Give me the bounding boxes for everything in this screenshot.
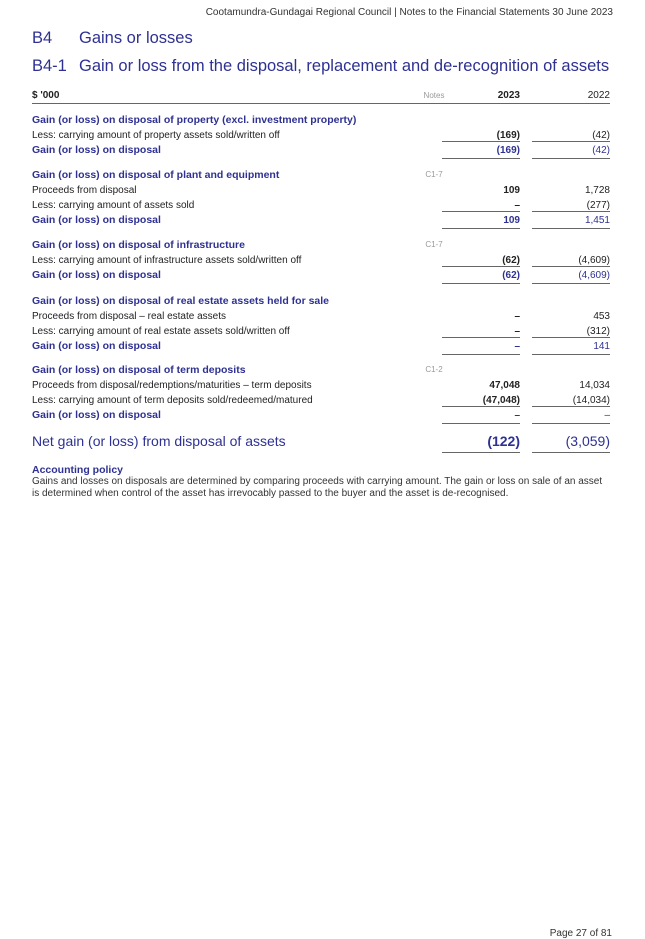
accounting-policy-title: Accounting policy <box>32 464 124 476</box>
value-2023: – <box>514 326 520 337</box>
subtotal-label: Gain (or loss) on disposal <box>32 269 161 281</box>
subtotal-row <box>32 408 610 423</box>
subtotal-label: Gain (or loss) on disposal <box>32 214 161 226</box>
subtotal-2023: (169) <box>496 145 520 156</box>
value-2023: – <box>514 311 520 322</box>
subsection-heading <box>32 57 609 76</box>
subtotal-2023: – <box>514 410 520 421</box>
group-infrastructure <box>32 238 610 283</box>
note-ref: C1-7 <box>425 170 443 179</box>
subtotal-2022: 1,451 <box>584 215 610 226</box>
group-real-estate <box>32 294 610 354</box>
net-total-2022: (3,059) <box>565 433 610 449</box>
net-total-2023: (122) <box>487 433 520 449</box>
subtotal-2023: (62) <box>502 270 520 281</box>
subtotal-label: Gain (or loss) on disposal <box>32 144 161 156</box>
units-label: $ '000 <box>32 90 60 101</box>
group-title: Gain (or loss) on disposal of infrastructure <box>32 239 245 251</box>
table-row <box>32 393 610 408</box>
page-header: Cootamundra-Gundagai Regional Council | Notes to the Financial Statements 30 June 2023 <box>205 7 613 18</box>
subtotal-row <box>32 339 610 354</box>
value-2022: (42) <box>592 130 610 141</box>
row-label: Less: carrying amount of infrastructure assets sold/written off <box>32 255 302 266</box>
table-row <box>32 198 610 213</box>
value-2022: (312) <box>586 326 610 337</box>
group-title-row <box>32 113 610 128</box>
column-header-row <box>32 89 610 104</box>
value-2023: (169) <box>496 130 520 141</box>
notes-column-header: Notes <box>423 91 445 100</box>
subsection-number: B4-1 <box>32 57 67 75</box>
group-title: Gain (or loss) on disposal of plant and equipment <box>32 169 280 181</box>
table-row <box>32 128 610 143</box>
value-2023: 109 <box>503 185 520 196</box>
row-label: Less: carrying amount of term deposits sold/redeemed/matured <box>32 395 313 406</box>
table-row <box>32 378 610 393</box>
year-2022-header: 2022 <box>587 90 610 101</box>
subtotal-label: Gain (or loss) on disposal <box>32 340 161 352</box>
group-plant-equipment <box>32 168 610 228</box>
net-total-row <box>32 433 610 453</box>
value-2022: (14,034) <box>572 395 610 406</box>
value-2023: (47,048) <box>482 395 520 406</box>
subtotal-2023: 109 <box>503 215 520 226</box>
subsection-title: Gain or loss from the disposal, replacement and de-recognition of assets <box>79 57 610 75</box>
table-row <box>32 183 610 198</box>
value-2022: 14,034 <box>579 380 610 391</box>
net-total-label: Net gain (or loss) from disposal of assets <box>32 433 286 449</box>
subtotal-2022: – <box>604 410 610 421</box>
row-label: Proceeds from disposal <box>32 185 137 196</box>
value-2023: (62) <box>502 255 520 266</box>
subtotal-row <box>32 268 610 283</box>
subtotal-2022: (4,609) <box>578 270 610 281</box>
group-title-row <box>32 363 610 378</box>
group-title-row <box>32 238 610 253</box>
page-number: Page 27 of 81 <box>549 928 612 939</box>
value-2022: (277) <box>586 200 610 211</box>
group-title: Gain (or loss) on disposal of property (excl. investment property) <box>32 114 357 126</box>
group-term-deposits <box>32 363 610 423</box>
section-heading <box>32 29 193 48</box>
value-2022: 453 <box>593 311 610 322</box>
subtotal-2023: – <box>514 341 520 352</box>
table-row <box>32 253 610 268</box>
table-row <box>32 324 610 339</box>
subtotal-row <box>32 213 610 228</box>
row-label: Proceeds from disposal/redemptions/maturities – term deposits <box>32 380 312 391</box>
note-ref: C1-2 <box>425 365 443 374</box>
subtotal-2022: 141 <box>593 341 610 352</box>
value-2022: 1,728 <box>584 185 610 196</box>
group-property <box>32 113 610 158</box>
row-label: Less: carrying amount of property assets sold/written off <box>32 130 280 141</box>
row-label: Less: carrying amount of assets sold <box>32 200 195 211</box>
table-row <box>32 309 610 324</box>
value-2022: (4,609) <box>578 255 610 266</box>
subtotal-2022: (42) <box>592 145 610 156</box>
group-title: Gain (or loss) on disposal of real estate assets held for sale <box>32 295 330 307</box>
value-2023: 47,048 <box>489 380 520 391</box>
value-2023: – <box>514 200 520 211</box>
row-label: Proceeds from disposal – real estate assets <box>32 311 226 322</box>
subtotal-label: Gain (or loss) on disposal <box>32 409 161 421</box>
group-title-row <box>32 294 610 309</box>
section-number: B4 <box>32 29 53 47</box>
section-title: Gains or losses <box>79 29 193 47</box>
row-label: Less: carrying amount of real estate assets sold/written off <box>32 326 290 337</box>
group-title: Gain (or loss) on disposal of term deposits <box>32 364 246 376</box>
year-2023-header: 2023 <box>497 90 520 101</box>
subtotal-row <box>32 143 610 158</box>
accounting-policy-text: Gains and losses on disposals are determined by comparing proceeds with carrying amount. The gain or loss on sale of an asset is determined when control of the asset has irrevocably passed to the buyer and the asset is de-recognised. <box>32 476 603 499</box>
note-ref: C1-7 <box>425 240 443 249</box>
group-title-row <box>32 168 610 183</box>
